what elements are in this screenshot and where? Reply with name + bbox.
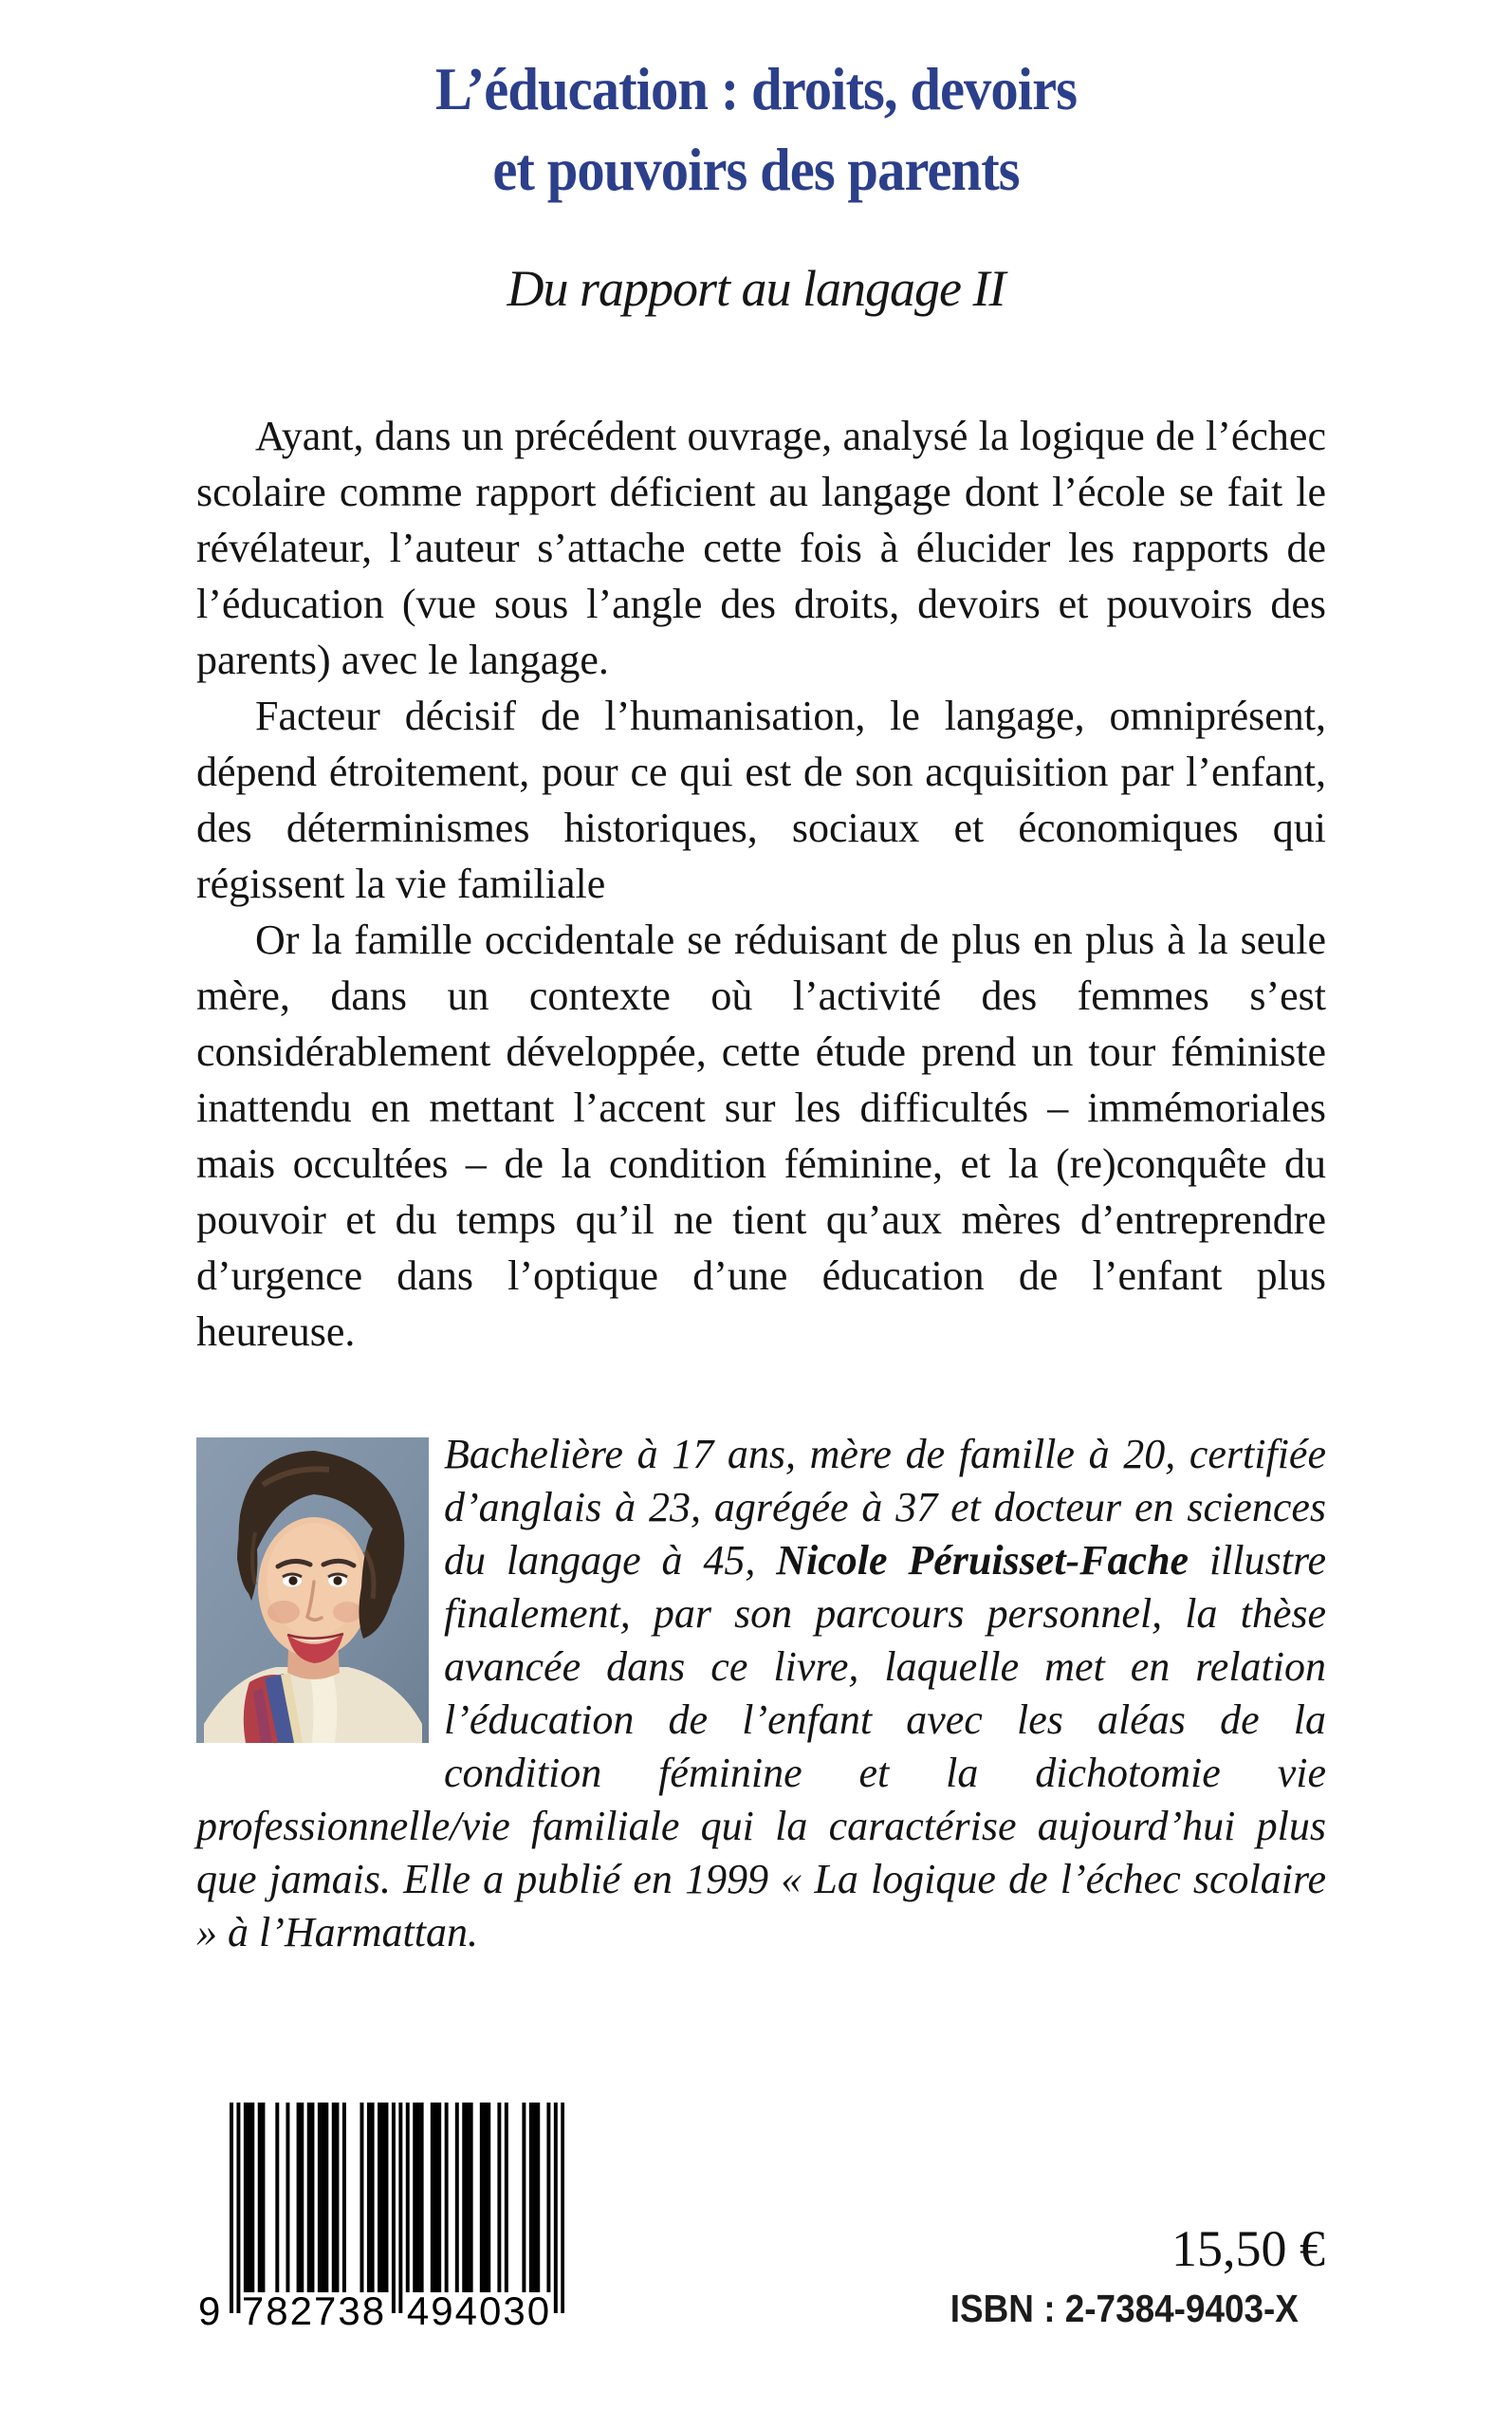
barcode-bars bbox=[230, 2103, 564, 2313]
bio-text-before-name: Bachelière à 17 ans, mère de famille à 20, certifiée d’anglais à 23, agrégée à 37 et docteur en sciences du langage à 45, bbox=[444, 1431, 1326, 1584]
isbn: ISBN : 2-7384-9403-X bbox=[950, 2287, 1299, 2330]
barcode-digits-right: 494030 bbox=[406, 2289, 552, 2333]
synopsis-paragraph: Ayant, dans un précédent ouvrage, analysé la logique de l’échec scolaire comme rapport déficient au langage dont l’école se fait le révélateur, l’auteur s’attache cette fois à élucider les rapports de l’éducation (vue sous l’angle des droits, devoirs et pouvoirs des parents) avec le langage. bbox=[196, 413, 1326, 683]
barcode-digits-left: 782738 bbox=[241, 2289, 387, 2333]
synopsis-paragraph: Facteur décisif de l’humanisation, le langage, omniprésent, dépend étroitement, pour ce qui est de son acquisition par l’enfant, des déterminismes historiques, sociaux et économiques qui régissent la vie familiale bbox=[196, 693, 1326, 907]
synopsis-paragraph: Or la famille occidentale se réduisant de plus en plus à la seule mère, dans un contexte où l’activité des femmes s’est considérablement développée, cette étude prend un tour féministe inattendu en mettant l’accent sur les difficultés – immémoriales mais occultées – de la condition féminine, et la (re)conquête du pouvoir et du temps qu’il ne tient qu’aux mères d’entreprendre d’urgence dans l’optique d’une éducation de l’enfant plus heureuse. bbox=[196, 917, 1326, 1355]
book-title-line2: et pouvoirs des parents bbox=[492, 137, 1020, 203]
book-subtitle: Du rapport au langage II bbox=[507, 260, 1005, 317]
synopsis bbox=[196, 408, 1326, 1360]
ean13-barcode bbox=[198, 2103, 600, 2340]
book-title-line1: L’éducation : droits, devoirs bbox=[434, 56, 1078, 122]
author-portrait-illustration bbox=[196, 1437, 429, 1743]
barcode-lead-digit: 9 bbox=[198, 2289, 221, 2333]
book-title bbox=[53, 49, 1459, 211]
bio-text-after-name: illustre finalement, par son parcours personnel, la thèse avancée dans ce livre, laquelle met en relation l’éducation de l’enfant avec les aléas de la condition féminine et la dichotomie vie professionnelle/vie familiale qui la caractérise aujourd’hui plus que jamais. Elle a publié en 1999 « La logique de l’échec scolaire » à l’Harmattan. bbox=[196, 1537, 1326, 1955]
author-photo bbox=[196, 1437, 429, 1743]
price: 15,50 € bbox=[1171, 2220, 1325, 2277]
author-name: Nicole Péruisset-Fache bbox=[776, 1537, 1189, 1584]
author-bio bbox=[196, 1428, 1326, 1959]
